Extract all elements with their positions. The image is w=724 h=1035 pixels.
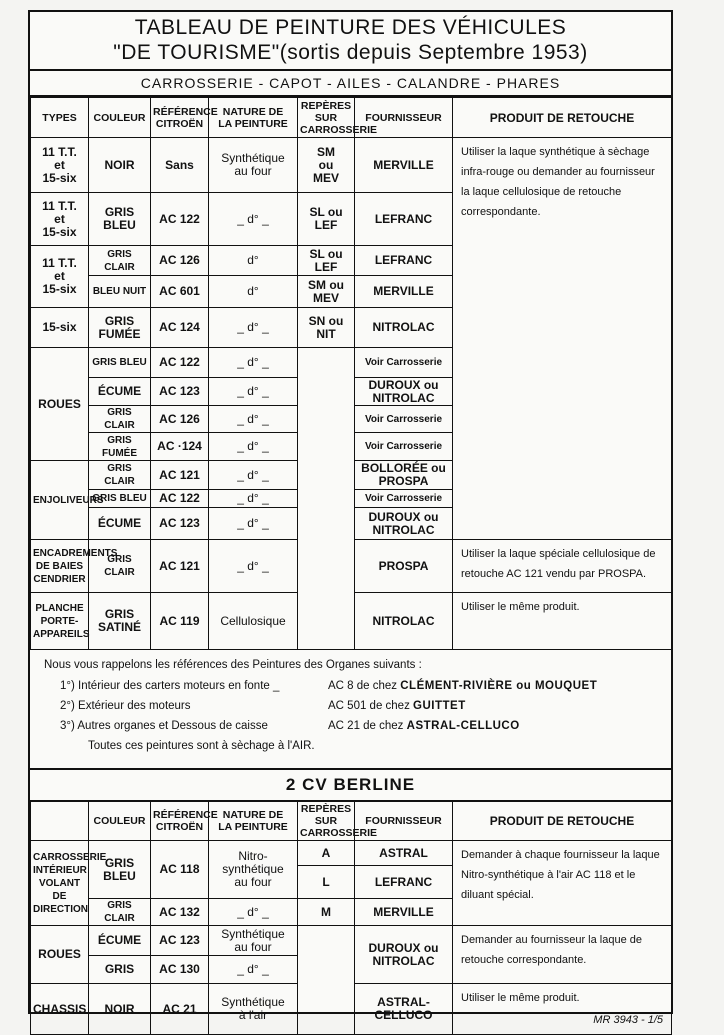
cell-fournisseur	[355, 926, 453, 984]
cell-ref	[151, 433, 209, 461]
tourisme-paint-table	[30, 97, 672, 650]
nature-text: _ d° _	[237, 411, 269, 426]
cell-fournisseur	[355, 378, 453, 406]
type-text: 15-six	[42, 320, 77, 334]
cell-type	[31, 308, 89, 348]
ref-text: AC 119	[159, 613, 200, 628]
cell-ref	[151, 490, 209, 508]
cell-fournisseur	[355, 276, 453, 308]
cell-couleur	[89, 276, 151, 308]
cell-nature	[209, 433, 298, 461]
cell-nature	[209, 193, 298, 246]
nature-text: Cellulosique	[220, 613, 286, 628]
header-nature: NATURE DE LA PEINTURE	[209, 801, 298, 841]
cell-ref	[151, 508, 209, 540]
cell-ref	[151, 984, 209, 1035]
type-text: ENJOLIVEURS	[33, 494, 104, 506]
cell-couleur	[89, 461, 151, 490]
cell-fournisseur	[355, 348, 453, 378]
retouche-text: Demander à chaque fournisseur la laque Nitro-synthétique à l'air AC 118 et le diluant spécial.	[461, 849, 660, 901]
cell-retouche	[453, 984, 672, 1035]
cell-type	[31, 593, 89, 650]
cell-ref	[151, 593, 209, 650]
fournisseur-text: NITROLAC	[372, 613, 435, 628]
cell-type	[31, 540, 118, 593]
cell-couleur	[89, 593, 151, 650]
retouche-text: Demander au fournisseur la laque de retouche correspondante.	[461, 934, 643, 966]
cell-retouche	[453, 593, 672, 650]
couleur-text: GRIS BLEU	[92, 357, 147, 368]
cell-type	[31, 461, 104, 540]
cell-nature	[209, 246, 298, 276]
fournisseur-text: DUROUX ou NITROLAC	[368, 940, 439, 968]
ref-text: AC 121	[159, 558, 200, 573]
cell-couleur	[89, 138, 151, 193]
couleur-text: GRIS SATINÉ	[97, 607, 142, 634]
type-text: 11 T.T. et 15-six	[42, 198, 77, 239]
nature-text: Synthétique au four	[221, 926, 285, 954]
ref-text: AC 123	[159, 516, 200, 530]
header-retouche: PRODUIT DE RETOUCHE	[453, 801, 672, 841]
header-fournisseur: FOURNISSEUR	[355, 801, 453, 841]
cell-ref	[151, 308, 209, 348]
cell-nature	[209, 138, 298, 193]
reperes-text: A	[321, 845, 331, 860]
note-ref-line	[328, 677, 597, 696]
cell-ref	[151, 138, 209, 193]
note-supplier: ASTRAL-CELLUCO	[406, 720, 520, 732]
cell-reperes	[298, 899, 355, 926]
couleur-text: GRIS FUMÉE	[98, 313, 141, 341]
paint-table-document	[28, 10, 673, 1026]
type-text: 11 T.T. et 15-six	[42, 144, 77, 185]
nature-text: Synthétique à l'air	[221, 995, 285, 1022]
ref-text: AC 121	[159, 467, 200, 482]
cell-ref	[151, 956, 209, 984]
couleur-text: ÉCUME	[97, 516, 142, 530]
cell-retouche	[453, 540, 672, 593]
nature-text: _ d° _	[237, 211, 269, 226]
cell-couleur	[89, 508, 151, 540]
cell-fournisseur	[355, 193, 453, 246]
nature-text: _ d° _	[237, 491, 269, 505]
header-retouche: PRODUIT DE RETOUCHE	[453, 98, 672, 138]
header-nature: NATURE DE LA PEINTURE	[209, 98, 298, 138]
cell-reperes	[298, 926, 355, 1035]
note-label: 1°) Intérieur des carters moteurs en fonte _	[60, 680, 280, 692]
cell-couleur	[89, 406, 151, 433]
fournisseur-text: Voir Carrosserie	[364, 357, 443, 368]
cell-reperes	[298, 193, 355, 246]
ref-text: AC 122	[159, 355, 200, 369]
fournisseur-text: LEFRANC	[374, 874, 433, 889]
cell-retouche	[453, 926, 672, 984]
couleur-text: GRIS CLAIR	[104, 463, 135, 487]
cell-retouche	[453, 841, 672, 926]
fournisseur-text: Voir Carrosserie	[364, 441, 443, 452]
nature-text: _ d° _	[237, 355, 269, 369]
ref-text: AC ·124	[157, 439, 202, 453]
nature-text: _ d° _	[237, 962, 269, 976]
retouche-text: Utiliser le même produit.	[461, 992, 580, 1004]
cell-couleur	[89, 984, 151, 1035]
nature-text: Nitro-synthétique au four	[222, 849, 284, 889]
note-supplier: CLÉMENT-RIVIÈRE ou MOUQUET	[400, 680, 598, 692]
cell-couleur	[89, 378, 151, 406]
cell-fournisseur	[355, 540, 453, 593]
table-row	[31, 926, 672, 956]
cell-nature	[209, 308, 298, 348]
cell-fournisseur	[355, 406, 453, 433]
fournisseur-text: Voir Carrosserie	[364, 413, 443, 425]
cell-nature	[209, 540, 298, 593]
type-text: CHASSIS	[33, 1001, 87, 1016]
note-ref-line	[328, 717, 520, 736]
table-row	[31, 841, 672, 866]
nature-text: d°	[247, 253, 259, 267]
cell-couleur	[89, 956, 151, 984]
organ-paint-notes	[30, 648, 671, 770]
couleur-text: GRIS BLEU	[92, 493, 147, 504]
cell-fournisseur	[355, 841, 453, 866]
note-item	[60, 717, 520, 736]
type-text: ROUES	[38, 947, 81, 961]
nature-text: _ d° _	[237, 439, 269, 453]
ref-text: AC 130	[159, 962, 200, 976]
nature-text: _ d° _	[237, 516, 269, 530]
header-ref: RÉFÉRENCE CITROËN	[151, 801, 209, 841]
cell-type	[31, 246, 89, 308]
header-couleur: COULEUR	[89, 98, 151, 138]
cell-fournisseur	[355, 866, 453, 899]
nature-text: _ d° _	[237, 558, 269, 573]
cell-fournisseur	[355, 246, 453, 276]
cell-fournisseur	[355, 433, 453, 461]
type-text: ENCADREMENTS DE BAIES CENDRIER	[33, 547, 118, 585]
cell-ref	[151, 461, 209, 490]
section-title-2cv: 2 CV BERLINE	[30, 768, 671, 802]
cell-couleur	[89, 899, 151, 926]
cell-ref	[151, 246, 209, 276]
couleur-text: NOIR	[104, 1001, 135, 1016]
reperes-text: SL ou LEF	[309, 205, 343, 232]
header-reperes: REPÈRES SUR CARROSSERIE	[298, 801, 355, 841]
header-type: TYPES	[31, 98, 89, 138]
type-text: 11 T.T. et 15-six	[42, 256, 77, 296]
note-item	[60, 697, 466, 716]
note-ref: AC 501 de chez	[328, 700, 410, 712]
fournisseur-text: MERVILLE	[373, 904, 434, 919]
fournisseur-text: MERVILLE	[373, 284, 434, 298]
cell-fournisseur	[355, 138, 453, 193]
ref-text: AC 21	[162, 1001, 197, 1016]
section-subtitle: CARROSSERIE - CAPOT - AILES - CALANDRE - PHARES	[30, 71, 671, 97]
fournisseur-text: DUROUX ou NITROLAC	[368, 377, 439, 405]
reperes-text: SN ou NIT	[308, 313, 344, 341]
cell-fournisseur	[355, 490, 453, 508]
cell-nature	[209, 841, 298, 899]
cell-nature	[209, 956, 298, 984]
reperes-text: L	[322, 874, 330, 889]
cell-ref	[151, 348, 209, 378]
cell-nature	[209, 926, 298, 956]
nature-text: _ d° _	[237, 904, 269, 919]
cell-ref	[151, 841, 209, 899]
cell-nature	[209, 490, 298, 508]
note-label: 3°) Autres organes et Dessous de caisse	[60, 720, 268, 732]
cell-nature	[209, 984, 298, 1035]
cell-ref	[151, 276, 209, 308]
retouche-text: Utiliser la laque synthétique à sèchage infra-rouge ou demander au fournisseur la laque cellulosique de retouche correspondante.	[461, 146, 655, 218]
cell-ref	[151, 926, 209, 956]
cell-nature	[209, 508, 298, 540]
cell-fournisseur	[355, 508, 453, 540]
cell-type	[31, 348, 89, 461]
table-row	[31, 138, 672, 193]
ref-text: AC 122	[159, 491, 200, 505]
cell-reperes	[298, 276, 355, 308]
ref-text: AC 122	[159, 211, 200, 226]
couleur-text: GRIS CLAIR	[104, 407, 135, 431]
cell-nature	[209, 348, 298, 378]
cell-ref	[151, 193, 209, 246]
couleur-text: GRIS BLEU	[103, 855, 136, 883]
cell-fournisseur	[355, 984, 453, 1035]
couleur-text: GRIS CLAIR	[104, 248, 135, 273]
type-text: CARROSSERIE INTÉRIEUR VOLANT DE DIRECTION	[33, 851, 107, 915]
ref-text: AC 123	[159, 933, 200, 947]
cell-reperes	[298, 308, 355, 348]
cell-fournisseur	[355, 308, 453, 348]
ref-text: Sans	[165, 157, 194, 172]
ref-text: AC 126	[159, 411, 200, 426]
cell-reperes	[298, 841, 355, 866]
title-line-1: TABLEAU DE PEINTURE DES VÉHICULES	[134, 16, 567, 39]
couleur-text: NOIR	[104, 157, 135, 172]
ref-text: AC 132	[159, 904, 200, 919]
cell-nature	[209, 406, 298, 433]
couleur-text: GRIS CLAIR	[104, 900, 135, 924]
nature-text: _ d° _	[237, 320, 269, 334]
ref-text: AC 118	[159, 862, 200, 876]
cell-couleur	[89, 246, 151, 276]
header-reperes: REPÈRES SUR CARROSSERIE	[298, 98, 355, 138]
type-text: ROUES	[38, 396, 81, 411]
cell-reperes	[298, 138, 355, 193]
cell-ref	[151, 540, 209, 593]
cell-type	[31, 138, 89, 193]
reperes-text: M	[321, 904, 331, 919]
couleur-text: GRIS FUMÉE	[102, 434, 137, 459]
reperes-text: SM ou MEV	[312, 144, 339, 185]
note-supplier: GUITTET	[413, 700, 466, 712]
title-line-2: "DE TOURISME"(sortis depuis Septembre 1953)	[113, 41, 588, 64]
2cv-paint-table	[30, 800, 672, 1035]
ref-text: AC 126	[159, 253, 200, 267]
fournisseur-text: DUROUX ou NITROLAC	[368, 509, 439, 537]
cell-type	[31, 984, 89, 1035]
cell-couleur	[89, 490, 151, 508]
cell-nature	[209, 899, 298, 926]
cell-nature	[209, 378, 298, 406]
fournisseur-text: PROSPA	[378, 558, 429, 573]
couleur-text: GRIS BLEU	[103, 205, 136, 232]
fournisseur-text: NITROLAC	[372, 320, 435, 334]
fournisseur-text: ASTRAL- CELLUCO	[374, 995, 433, 1022]
cell-couleur	[89, 348, 151, 378]
document-title	[30, 12, 671, 71]
header-ref: RÉFÉRENCE CITROËN	[151, 98, 209, 138]
cell-type	[31, 841, 107, 926]
ref-text: AC 601	[159, 284, 200, 298]
ref-text: AC 123	[159, 384, 200, 398]
couleur-text: GRIS	[104, 962, 135, 976]
cell-retouche	[453, 138, 672, 540]
cell-fournisseur	[355, 593, 453, 650]
cell-reperes	[298, 348, 355, 650]
ref-text: AC 124	[159, 320, 200, 334]
cell-ref	[151, 899, 209, 926]
cell-fournisseur	[355, 899, 453, 926]
retouche-text: Utiliser le même produit.	[461, 601, 580, 613]
cell-couleur	[89, 841, 151, 899]
cell-nature	[209, 593, 298, 650]
cell-reperes	[298, 866, 355, 899]
retouche-text: Utiliser la laque spéciale cellulosique de retouche AC 121 vendu par PROSPA.	[461, 548, 656, 580]
note-ref-line	[328, 697, 466, 716]
fournisseur-text: ASTRAL	[379, 845, 428, 860]
nature-text: Synthétique au four	[221, 151, 285, 178]
notes-footer: Toutes ces peintures sont à sèchage à l'AIR.	[88, 740, 315, 752]
cell-type	[31, 193, 89, 246]
couleur-text: GRIS CLAIR	[104, 554, 135, 578]
nature-text: _ d° _	[237, 467, 269, 482]
note-item	[60, 677, 598, 696]
header-fournisseur: FOURNISSEUR	[355, 98, 453, 138]
fournisseur-text: MERVILLE	[373, 157, 434, 172]
header-couleur: COULEUR	[89, 801, 151, 841]
fournisseur-text: LEFRANC	[374, 211, 433, 226]
note-ref: AC 21 de chez	[328, 720, 404, 732]
cell-ref	[151, 378, 209, 406]
header-type	[31, 801, 89, 841]
fournisseur-text: BOLLORÉE ou PROSPA	[361, 461, 446, 488]
nature-text: d°	[247, 284, 259, 298]
cell-couleur	[89, 308, 151, 348]
cell-ref	[151, 406, 209, 433]
nature-text: _ d° _	[237, 384, 269, 398]
fournisseur-text: LEFRANC	[374, 253, 433, 267]
cell-type	[31, 926, 89, 984]
cell-couleur	[89, 433, 151, 461]
fournisseur-text: Voir Carrosserie	[364, 493, 443, 504]
note-ref: AC 8 de chez	[328, 680, 398, 692]
couleur-text: ÉCUME	[97, 933, 142, 947]
cell-couleur	[89, 926, 151, 956]
reperes-text: SL ou LEF	[309, 246, 343, 274]
cell-couleur	[89, 193, 151, 246]
reperes-text: SM ou MEV	[308, 277, 344, 305]
couleur-text: BLEU NUIT	[92, 286, 147, 297]
notes-intro: Nous vous rappelons les références des Peintures des Organes suivants :	[44, 659, 422, 671]
type-text: PLANCHE PORTE- APPAREILS	[33, 602, 90, 640]
reference-mark: MR 3943 - 1/5	[593, 1014, 663, 1026]
note-label: 2°) Extérieur des moteurs	[60, 700, 191, 712]
couleur-text: ÉCUME	[97, 384, 142, 398]
cell-nature	[209, 276, 298, 308]
cell-reperes	[298, 246, 355, 276]
cell-fournisseur	[355, 461, 453, 490]
cell-nature	[209, 461, 298, 490]
